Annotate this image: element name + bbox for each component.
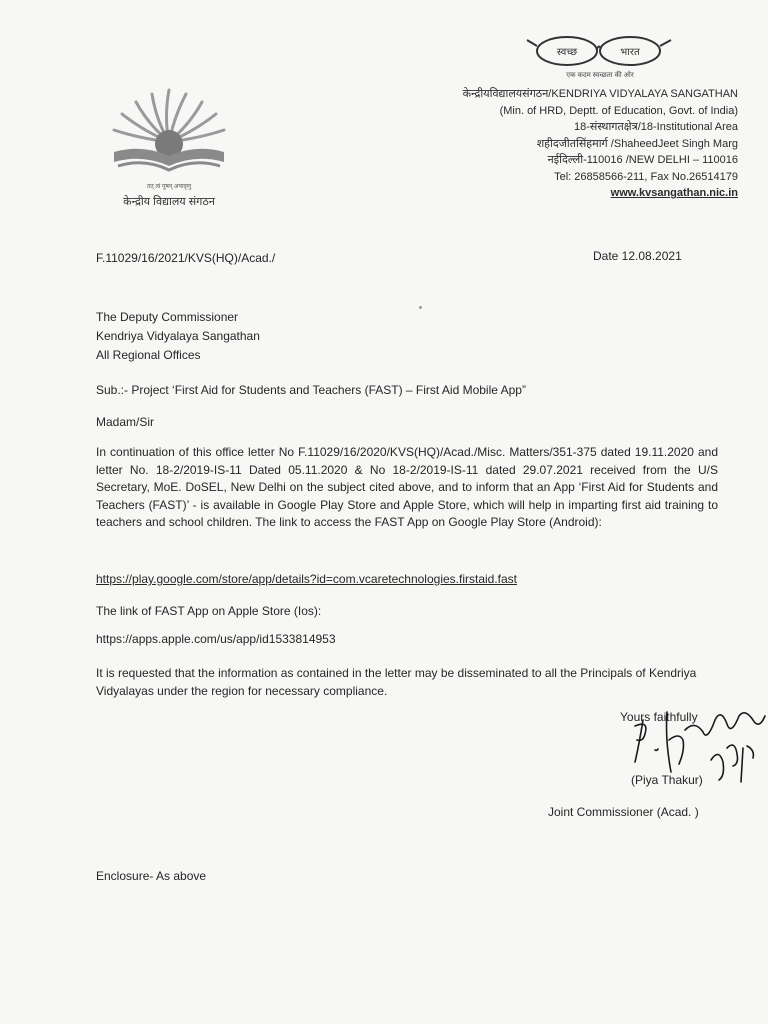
kvs-sun-book-icon xyxy=(104,82,234,182)
swachh-right-text: भारत xyxy=(620,47,640,58)
letter-date: Date 12.08.2021 xyxy=(593,249,682,263)
ministry-line: (Min. of HRD, Deptt. of Education, Govt. of India) xyxy=(499,104,738,117)
addressee-block xyxy=(96,308,260,365)
signer-designation: Joint Commissioner (Acad. ) xyxy=(548,805,699,819)
closing: Yours faithfully xyxy=(620,710,698,724)
subject-line: Sub.:- Project ‘First Aid for Students and Teachers (FAST) – First Aid Mobile App” xyxy=(96,383,526,397)
signer-name: (Piya Thakur) xyxy=(631,773,703,787)
ios-link-label: The link of FAST App on Apple Store (Ios): xyxy=(96,604,322,618)
body-paragraph: In continuation of this office letter No F.11029/16/2020/KVS(HQ)/Acad./Misc. Matters/351-375 dated 19.11.2020 and letter No. 18-2/2019-IS-11 Dated 05.11.2020 & No 18-2/2019-IS-11 dated 29.07.2021 received from the U/S Secretary, MoE. DoSEL, New Delhi on the subject cited above, and to inform that an App ‘First Aid for Students and Teachers (FAST)’ - is available in Google Play Store and Apple Store, which will help in imparting first aid training to teachers and school children. The link to access the FAST App on Google Play Store (Android): xyxy=(96,445,718,529)
area-line: 18-संस्थागतक्षेत्र/18-Institutional Area xyxy=(574,121,738,133)
swachh-tagline: एक कदम स्वच्छता की ओर xyxy=(566,72,634,79)
swachh-bharat-logo xyxy=(525,34,675,82)
org-name: केन्द्रीयविद्यालयसंगठन/KENDRIYA VIDYALAYA SANGATHAN xyxy=(462,88,738,100)
reference-number: F.11029/16/2021/KVS(HQ)/Acad./ xyxy=(96,251,276,265)
enclosure-note: Enclosure- As above xyxy=(96,869,207,883)
android-link[interactable]: https://play.google.com/store/app/details?id=com.vcaretechnologies.firstaid.fast xyxy=(96,572,518,586)
scan-speck xyxy=(419,306,422,309)
ios-link[interactable]: https://apps.apple.com/us/app/id1533814953 xyxy=(96,632,336,646)
website-link[interactable]: www.kvsangathan.nic.in xyxy=(610,187,738,199)
marg-line: शहीदजीतसिंहमार्ग /ShaheedJeet Singh Marg xyxy=(536,137,738,150)
logo-caption: केन्द्रीय विद्यालय संगठन xyxy=(123,196,215,208)
city-line: नईदिल्ली-110016 /NEW DELHI – 110016 xyxy=(547,154,738,166)
addressee-line-2: Kendriya Vidyalaya Sangathan xyxy=(96,329,260,343)
tel-line: Tel: 26858566-211, Fax No.26514179 xyxy=(554,170,738,183)
letterhead-address xyxy=(463,86,738,202)
request-paragraph: It is requested that the information as contained in the letter may be disseminated to all the Principals of Kendriya Vidyalayas under the region for necessary compliance. xyxy=(96,666,697,698)
salutation: Madam/Sir xyxy=(96,415,155,429)
swachh-bharat-glasses-icon xyxy=(525,34,675,74)
logo-motto: तत् त्वं पूषन् अपावृणु xyxy=(146,184,192,190)
swachh-left-text: स्वच्छ xyxy=(556,47,578,58)
addressee-line-3: All Regional Offices xyxy=(96,348,201,362)
addressee-line-1: The Deputy Commissioner xyxy=(96,310,239,324)
kvs-logo xyxy=(104,82,234,214)
